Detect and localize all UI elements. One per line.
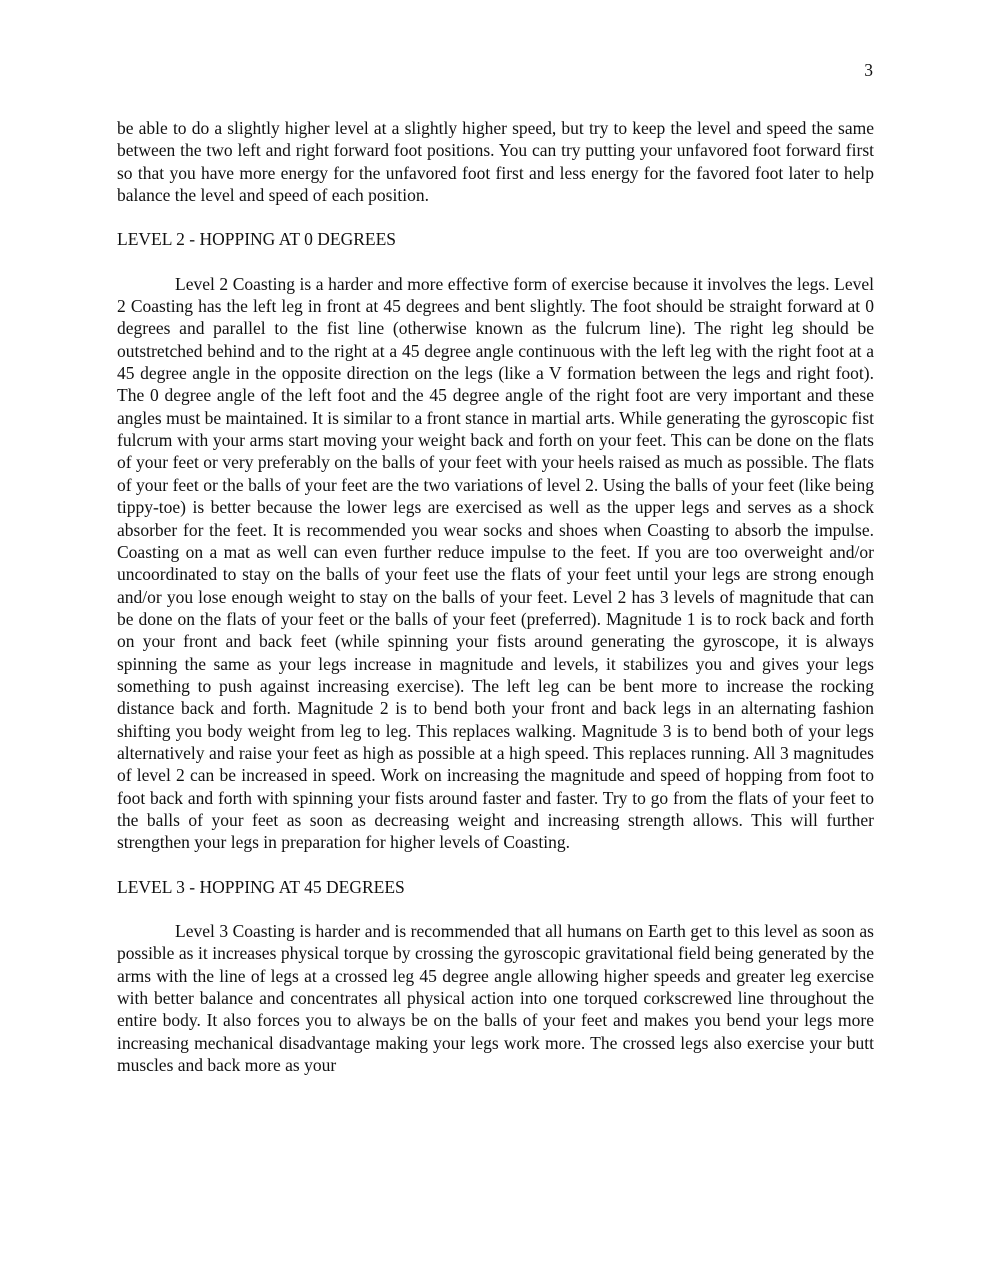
page-number: 3 (864, 60, 873, 80)
section-heading-level-2: LEVEL 2 - HOPPING AT 0 DEGREES (117, 229, 397, 250)
intro-paragraph: be able to do a slightly higher level at a slightly higher speed, but try to keep the level and speed the same between the two left and right forward foot positions. You can try putting your unfavored foot forward first so that you have more energy for the unfavored foot first and less energy for the favored foot later to help balance the level and speed of each position. (117, 118, 874, 206)
section-paragraph-level-3: Level 3 Coasting is harder and is recommended that all humans on Earth get to this level as soon as possible as it increases physical torque by crossing the gyroscopic gravitational field being generated by the arms with the line of legs at a crossed leg 45 degree angle allowing higher speeds and greater leg exercise with better balance and concentrates all physical action into one torqued corkscrewed line throughout the entire body. It also forces you to always be on the balls of your feet and makes you bend your legs more increasing mechanical disadvantage making your legs work more. The crossed legs also exercise your butt muscles and back more as your (117, 921, 874, 1076)
section-paragraph-level-2: Level 2 Coasting is a harder and more effective form of exercise because it involves the legs. Level 2 Coasting has the left leg in front at 45 degrees and bent slightly. The foot should be straight forward at 0 degrees and parallel to the fist line (otherwise known as the fulcrum line). The right leg should be outstretched behind and to the right at a 45 degree angle continuous with the left leg with the right foot at a 45 degree angle in the opposite direction on the legs (like a V formation between the legs and right foot). The 0 degree angle of the left foot and the 45 degree angle of the right foot are very important and these angles must be maintained. It is similar to a front stance in martial arts. While generating the gyroscopic fist fulcrum with your arms start moving your weight back and forth on your feet. This can be done on the flats of your feet or very preferably on the balls of your feet with your heels raised as much as possible. The flats of your feet or the balls of your feet are the two variations of level 2. Using the balls of your feet (like being tippy-toe) is better because the lower legs are exercised as well as the upper legs and serves as a shock absorber for the feet. It is recommended you wear socks and shoes when Coasting to absorb the impulse. Coasting on a mat as well can even further reduce impulse to the feet. If you are too overweight and/or uncoordinated to stay on the balls of your feet use the flats of your feet until your legs are strong enough and/or you lose enough weight to stay on the balls of your feet. Level 2 has 3 levels of magnitude that can be done on the flats of your feet or the balls of your feet (preferred). Magnitude 1 is to rock back and forth on your front and back feet (while spinning your fists around generating the gyroscope, it is always spinning the same as your legs increase in magnitude and levels, it stabilizes you and gives your legs something to push against increasing exercise). The left leg can be bent more to increase the rocking distance back and forth. Magnitude 2 is to bend both your front and back legs in an alternating fashion shifting you body weight from leg to leg. This replaces walking. Magnitude 3 is to bend both of your legs alternatively and raise your feet as high as possible at a high speed. This replaces running. All 3 magnitudes of level 2 can be increased in speed. Work on increasing the magnitude and speed of hopping from foot to foot back and forth with spinning your fists around faster and faster. Try to go from the flats of your feet to the balls of your feet as soon as decreasing weight and increasing strength allows. This will further strengthen your legs in preparation for higher levels of Coasting. (117, 273, 874, 853)
section-heading-level-3: LEVEL 3 - HOPPING AT 45 DEGREES (117, 876, 405, 897)
page-body (117, 117, 874, 1076)
